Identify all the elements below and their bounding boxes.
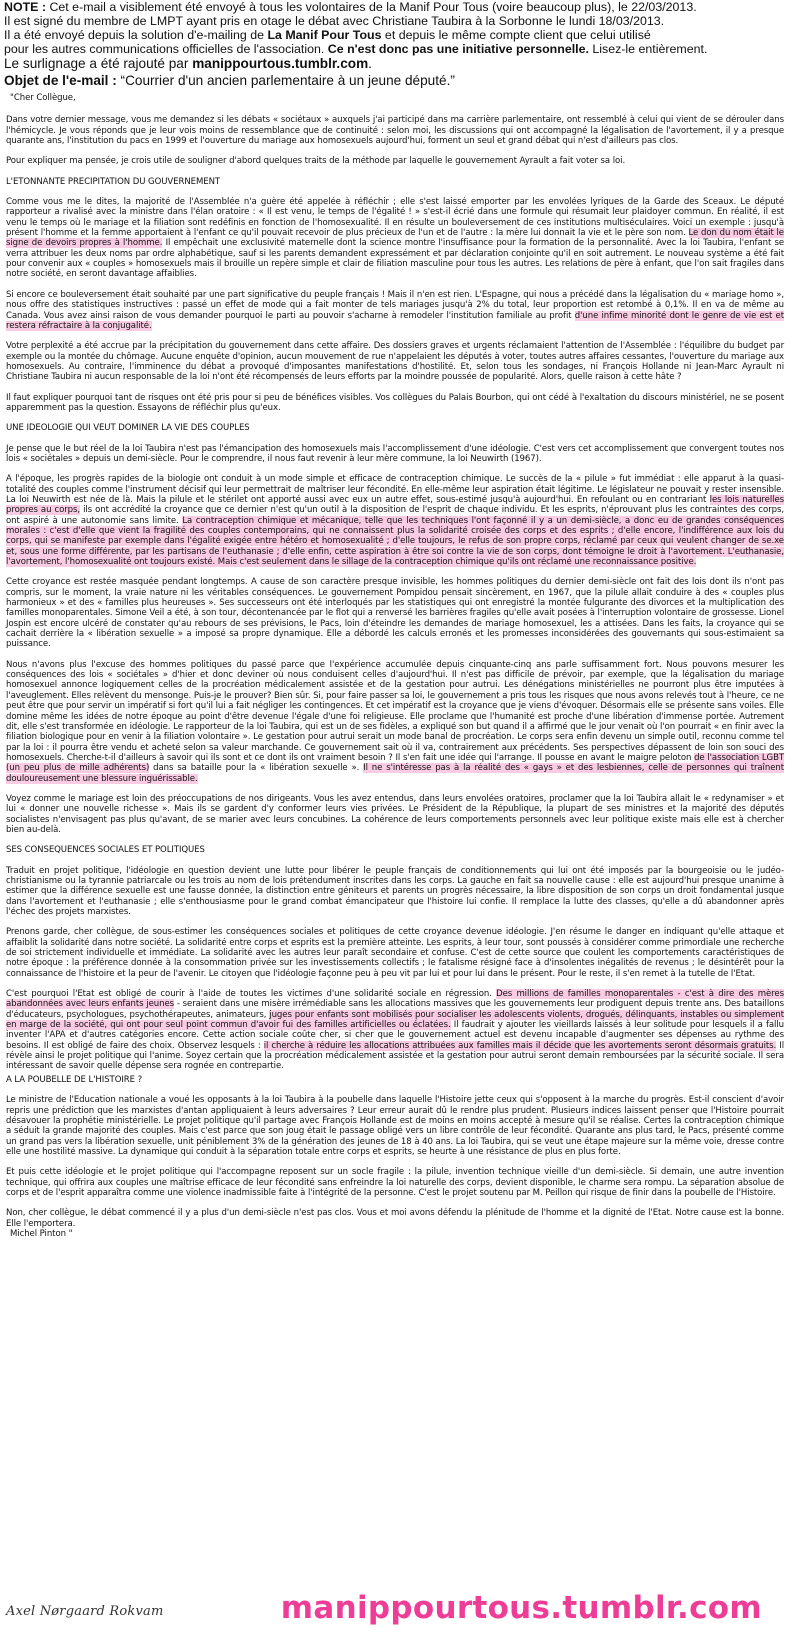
highlight: La contraception chimique et mécanique, telle que les techniques l'ont façonné il y a un demi-siècle, a donc eu de grandes conséquences morales : c'est d'elle que vient la fragilité des couples contemporains, qui ne connaissent plus la solidarité croisée des corps et des esprits ; d'elle encore, l'indifférence aux lois du corps, qui se manifeste par exemple dans l'égalité exigée entre hétéro et homosexualité ; d'elle toujours, le refus de son propre corps, réclamé par ceux qui veulent changer de se.xe et, sous une forme différente, par les partisans de l'euthanasie ; d'elle enfin, cette aspiration à être soi contre la vie de son corps, dont témoigne le droit à l'avortement. L'euthanasie, l'avortement, l'homosexualité ont toujours existé. Mais c'est seulement dans le sillage de la contraception chimique qu'ils ont réclamé une reconnaissance positive. bbox=[6, 515, 784, 568]
paragraph: Traduit en projet politique, l'idéologie en question devient une lutte pour libérer le peuple français de conditionnements qui lui ont été imposés par la bourgeoisie ou le judéo-christianisme ou la tyrannie patriarcale ou les trois au nom de lois prétendument inscrites dans les corps. La gauche en fait sa nouvelle cause : elle est aujourd'hui presque unanime à estimer que la différence sexuelle est une fausse donnée, la distinction entre géniteurs et parents un progrès nécessaire, la libre disposition de son corps un droit fondamental jusque dans l'avortement et l'euthanasie ; elle s'enthousiasme pour le grand combat émancipateur que l'histoire lui confie. Il remplace la lutte des classes, qu'elle a dû abandonner après l'échec des projets marxistes. bbox=[6, 865, 784, 917]
paragraph: Il faut expliquer pourquoi tant de risques ont été pris pour si peu de bénéfices visibles. Vos collègues du Palais Bourbon, qui ont cédé à l'exaltation du discours ministériel, ne se posent apparemment pas la question. Essayons de réfléchir plus qu'eux. bbox=[6, 392, 784, 413]
paragraph: C'est pourquoi l'Etat est obligé de courir à l'aide de toutes les victimes d'une solidarité sociale en régression. Des millions de familles monoparentales - c'est à dire des mères abandonnées avec leurs enfants jeunes - seraient dans une misère irrémédiable sans les allocations massives que les gouvernements leur prodiguent depuis trente ans. Des bataillons d'éducateurs, psychologues, psychothérapeutes, animateurs, juges pour enfants sont mobilisés pour socialiser les adolescents violents, drogués, délinquants, instables ou simplement en marge de la société, qui ont pour seul point commun d'avoir fui des familles artificielles ou éclatées. Il faudrait y ajouter les vieillards laissés à leur solitude pour lesquels il a fallu inventer l'APA et d'autres catégories encore. Cette action sociale coûte cher, si cher que le gouvernement actuel est devenu incapable d'augmenter ses dépenses au rythme des besoins. Il est obligé de faire des choix. Observez lesquels : il cherche à réduire les allocations attribuées aux familles mais il décide que les avortements seront désormais gratuits. Il révèle ainsi le projet politique qui l'anime. Soyez certain que la procréation médicalement assistée et la gestation pour autrui seront demain remboursées par la sécurité sociale. Il sera intéressant de savoir quelle dépense sera rognée en contrepartie. bbox=[6, 989, 784, 1072]
section-heading: UNE IDEOLOGIE QUI VEUT DOMINER LA VIE DES COUPLES bbox=[6, 423, 250, 434]
paragraph: Dans votre dernier message, vous me demandez si les débats « sociétaux » auxquels j'ai participé dans ma carrière parlementaire, ont ressemblé à celui qui vient de se dérouler dans l'hémicycle. Je vous réponds que je leur vois moins de ressemblance que de continuité : selon moi, les discussions qui ont accompagné la légalisation de l'avortement, il y a presque quarante ans, l'institution du pacs en 1999 et l'ouverture du mariage aux homosexuels aujourd'hui, forment un seul et grand débat qui n'est d'ailleurs pas clos. bbox=[6, 115, 784, 147]
highlight: Il ne s'intéresse pas à la réalité des « gays » et des lesbiennes, celle de personnes qui traînent douloureusement une blessure inguérissable. bbox=[6, 763, 784, 784]
brand-watermark: manippourtous.tumblr.com bbox=[280, 1590, 762, 1626]
note-line-4: pour les autres communications officielles de l'association. Ce n'est donc pas une initiative personnelle. Lisez-le entièrement. bbox=[4, 42, 708, 56]
editor-note bbox=[0, 0, 792, 89]
signature: Michel Pinton " bbox=[10, 1228, 73, 1239]
paragraph: Si encore ce bouleversement était souhaité par une part significative du peuple français ! Mais il n'en est rien. L'Espagne, qui nous a précédé dans la légalisation du « mariage homo », nous offre des statistiques instructives : passé un effet de mode qui a fait monter de tels mariages jusqu'à 2% du total, leur proportion est retombé à 0,1%. Il en va de même au Canada. Vous avez ainsi raison de vous demander pourquoi le parti au pouvoir s'acharne à remodeler l'institution familiale au profit d'une infime minorité dont le genre de vie est et restera réfractaire à la conjugalité. bbox=[6, 289, 784, 331]
section-heading: L'ETONNANTE PRECIPITATION DU GOUVERNEMENT bbox=[6, 176, 221, 187]
paragraph: Votre perplexité a été accrue par la précipitation du gouvernement dans cette affaire. Des dossiers graves et urgents réclamaient l'attention de l'Assemblée : l'équilibre du budget par exemple ou la montée du chômage. Aucune enquête d'opinion, aucun mouvement de rue n'appelaient les députés à voter, toutes autres affaires cessantes, l'ouverture du mariage aux homosexuels. Au contraire, l'imminence du débat a provoqué d'imposantes manifestations d'hostilité. Et, selon tous les sondages, ni François Hollande ni Jean-Marc Ayrault ni Christiane Taubira ni aucun responsable de la loi n'ont été récompensés de leurs efforts par la moindre poussée de popularité. Alors, quelle raison à cette hâte ? bbox=[6, 341, 784, 383]
note-line-3: Il a été envoyé depuis la solution d'e-mailing de La Manif Pour Tous et depuis le même compte client que celui utilisé bbox=[4, 28, 651, 42]
paragraph: A l'époque, les progrès rapides de la biologie ont conduit à un mode simple et efficace de contraception chimique. Le succès de la « pilule » fut immédiat : elle apparut à la quasi-totalité des couples comme l'instrument décisif qui leur permettrait de maîtriser leur fécondité. En elle-même leur aspiration était légitime. Le législateur ne pouvait y rester insensible. La loi Neuwirth est née de là. Mais la pilule et le stérilet ont apporté aussi avec eux un autre effet, sous-estimé jusqu'à aujourd'hui. En refoulant ou en contrariant les lois naturelles propres au corps, ils ont accrédité la croyance que ce dernier n'est qu'un outil à la disposition de l'esprit de chaque individu. Et les esprits, n'éprouvant plus les contraintes des corps, ont aspiré à une autonomie sans limite. La contraception chimique et mécanique, telle que les techniques l'ont façonné il y a un demi-siècle, a donc eu de grandes conséquences morales : c'est d'elle que vient la fragilité des couples contemporains, qui ne connaissent plus la solidarité croisée des corps et des esprits ; d'elle encore, l'indifférence aux lois du corps, qui se manifeste par exemple dans l'égalité exigée entre hétéro et homosexualité ; d'elle toujours, le refus de son propre corps, réclamé par ceux qui veulent changer de se.xe et, sous une forme différente, par les partisans de l'euthanasie ; d'elle enfin, cette aspiration à être soi contre la vie de son corps, dont témoigne le droit à l'avortement. L'euthanasie, l'avortement, l'homosexualité ont toujours existé. Mais c'est seulement dans le sillage de la contraception chimique qu'ils ont réclamé une reconnaissance positive. bbox=[6, 474, 784, 568]
credit-site: manippourtous.tumblr.com bbox=[192, 56, 369, 71]
subject-text: “Courrier d'un ancien parlementaire à un jeune député.” bbox=[116, 73, 455, 88]
subject-label: Objet de l'e-mail : bbox=[4, 73, 117, 88]
salutation: "Cher Collègue, bbox=[10, 93, 76, 103]
section-heading: SES CONSEQUENCES SOCIALES ET POLITIQUES bbox=[6, 845, 205, 856]
paragraph: Voyez comme le mariage est loin des préoccupations de nos dirigeants. Vous les avez entendus, dans leurs envolées oratoires, proclamer que la loi Taubira allait le « redynamiser » et lui « donner une nouvelle richesse ». Mais ils se gardent d'y conformer leurs vies privées. Le Président de la République, la plupart de ses ministres et la majorité des députés socialistes n'envisagent pas plus qu'avant, de se marier avec leurs concubines. La cohérence de leurs comportements personnels avec leur politique existe mais elle est à chercher bien au-delà. bbox=[6, 793, 784, 835]
paragraph: Le ministre de l'Education nationale a voué les opposants à la loi Taubira à la poubelle dans laquelle l'Histoire jette ceux qui s'opposent à la marche du progrès. Est-il conscient d'avoir repris une prédiction que les marxistes d'antan appliquaient à leurs adversaires ? Leur erreur aurait dû le rendre plus prudent. Plusieurs indices laissent penser que l'Histoire pourrait désavouer la prophétie ministérielle. Le projet politique qu'il partage avec François Hollande est de moins en moins accepté à mesure qu'il se réalise. Certes la contraception chimique a séduit la grande majorité des couples. Mais c'est parce que son joug était le passage obligé vers un libre contrôle de leur fécondité. Quarante ans plus tard, le Pacs, présenté comme un grand pas vers la libération sexuelle, unit péniblement 3% de la génération des jeunes de 18 à 40 ans. La loi Taubira, qui se veut une étape majeure sur la même voie, dresse contre elle une hostilité massive. La dynamique qui conduit à la séparation totale entre corps et esprits, se heurte à une résistance de plus en plus forte. bbox=[6, 1095, 784, 1157]
paragraph: Prenons garde, cher collègue, de sous-estimer les conséquences sociales et politiques de cette croyance devenue idéologie. J'en résume le danger en indiquant qu'elle attaque et affaiblit la solidarité dans notre société. La solidarité entre corps et esprits est la première atteinte. Les esprits, à leur tour, sont poussés à considérer comme primordiale une recherche de soi strictement individuelle et immédiate. La solidarité avec les autres leur paraît secondaire et confuse. C'est de cette source que coulent les comportements caractéristiques de notre époque : la préférence donnée à la consommation privée sur les investissements collectifs ; le fatalisme résigné face à d'insolentes inégalités de revenus ; le désintérêt pour la connaissance de l'histoire et la peur de l'avenir. Le citoyen que l'idéologie façonne peu à peu vit par lui et pour lui dans le présent. Pour le reste, il s'en remet à la tutelle de l'Etat. bbox=[6, 927, 784, 979]
highlight: Le don du nom était le signe de devoirs propres à l'homme. bbox=[6, 228, 784, 249]
highlight: de l'association LGBT (un peu plus de mille adhérents) bbox=[6, 752, 784, 774]
section-heading: A LA POUBELLE DE L'HISTOIRE ? bbox=[6, 1074, 143, 1085]
paragraph: Je pense que le but réel de la loi Taubira n'est pas l'émancipation des homosexuels mais l'accomplissement d'une idéologie. C'est vers cet accomplissement que convergent toutes nos lois « sociétales » depuis un demi-siècle. Pour le comprendre, il nous faut revenir à leur mère commune, la loi Neuwirth (1967). bbox=[6, 443, 784, 464]
highlight: Des millions de familles monoparentales - c'est à dire des mères abandonnées avec leurs enfants jeunes bbox=[6, 989, 784, 1010]
email-subject bbox=[4, 72, 786, 89]
note-label: NOTE : bbox=[4, 0, 46, 14]
paragraph: Nous n'avons plus l'excuse des hommes politiques du passé parce que l'expérience accumulée depuis cinquante-cinq ans parle suffisamment fort. Nous pouvons mesurer les conséquences des lois « sociétales » d'hier et donc deviner où nous conduisent celles d'aujourd'hui. Il n'est pas difficile de prévoir, par exemple, que la légalisation du mariage homosexuel annonce logiquement celles de la procréation médicalement assistée et de la gestation pour autrui. Les dénégations ministérielles ne pourront plus être imputées à l'aveuglement. Elles relèvent du mensonge. Puis-je le prouver? Bien sûr. Si, pour faire passer sa loi, le gouvernement a pris tous les risques que nous avons relevés tout à l'heure, ce ne peut être que pour servir un impératif si fort qu'il lui a fait négliger les contingences. Et cet impératif est la croyance que je viens d'évoquer. Désormais elle se présente sans voiles. Elle domine même les idées de notre époque au point d'être devenue l'égale d'une foi religieuse. Elle proclame que l'humanité est proche d'une libération d'immense portée. Autrement dit, elle s'est transformée en idéologie. Le rapporteur de la loi Taubira, qui est un de ses fidèles, a expliqué son but quand il a affirmé que le jour venait où l'on pourrait « en finir avec la filiation biologique pour en venir à la filiation volontaire ». Le gestation pour autrui serait un mode banal de procréation. Le corps sera enfin devenu un simple outil, reconnu comme tel par la loi : il pourra être vendu et acheté selon sa valeur marchande. Ce gouvernement sait où il va, contrairement aux précédents. Ses perspectives dépassent de loin son souci des homosexuels. Cherche-t-il d'ailleurs à savoir qui ils sont et ce dont ils ont vraiment besoin ? Il s'en fait une idée qui l'arrange. Il pousse en avant le maigre peloton de l'association LGBT (un peu plus de mille adhérents) dans sa bataille pour la « libération sexuelle ». Il ne s'intéresse pas à la réalité des « gays » et des lesbiennes, celle de personnes qui traînent douloureusement une blessure inguérissable. bbox=[6, 659, 784, 784]
highlight: les lois naturelles propres au corps, bbox=[6, 494, 784, 516]
note-line-2: Il est signé du membre de LMPT ayant pris en otage le débat avec Christiane Taubira à la Sorbonne le lundi 18/03/2013. bbox=[4, 14, 665, 28]
paragraph: Comme vous me le dites, la majorité de l'Assemblée n'a guère été appelée à réfléchir ; elle s'est laissé emporter par les envolées lyriques de la Garde des Sceaux. Le député rapporteur a rivalisé avec la ministre dans l'élan oratoire : « Il est venu, le temps de l'égalité ! » s'est-il écrié dans une formule qui résumait leur plaidoyer commun. En réalité, il est venu le temps où le mariage et la filiation sont redéfinis en fonction de l'homosexualité. Il en résulte un bouleversement de ces institutions multiséculaires. Voici un exemple : jusqu'à présent l'homme et la femme apportaient à l'enfant ce qu'il pouvait recevoir de plus précieux de l'un et de l'autre : la mère lui donnait la vie et le père son nom. Le don du nom était le signe de devoirs propres à l'homme. Il empêchait une exclusivité maternelle dont la science montre l'insuffisance pour la formation de la personnalité. Avec la loi Taubira, l'enfant se verra attribuer les deux noms par ordre alphabétique, sauf si les parents demandent expressément et par déclaration conjointe qu'il en soit autrement. Le nouveau système a été fait pour convenir aux « couples » homosexuels mais il brouille un repère simple et clair de filiation masculine pour tous les autres. Les relations de père à enfant, que l'on sait fragiles dans notre société, en seront davantage affaiblies. bbox=[6, 197, 784, 280]
paragraph: Pour expliquer ma pensée, je crois utile de souligner d'abord quelques traits de la méthode par laquelle le gouvernement Ayrault a fait voter sa loi. bbox=[6, 156, 626, 167]
paragraph: Non, cher collègue, le débat commencé il y a plus d'un demi-siècle n'est pas clos. Vous et moi avons défendu la plénitude de l'homme et la dignité de l'Etat. Notre cause est la bonne. Elle l'emportera. bbox=[6, 1208, 784, 1229]
letter-body bbox=[0, 93, 792, 1239]
highlight: d'une infime minorité dont le genre de vie est et restera réfractaire à la conjugalité. bbox=[6, 310, 784, 331]
note-line-1: NOTE : Cet e-mail a visiblement été envoyé à tous les volontaires de la Manif Pour Tous (voire beaucoup plus), le 22/03/2013. bbox=[4, 0, 697, 14]
paragraph: Cette croyance est restée masquée pendant longtemps. A cause de son caractère presque invisible, les hommes politiques du dernier demi-siècle ont fait des lois dont ils n'ont pas compris, sur le moment, la vraie nature ni les véritables conséquences. Le gouvernement Pompidou pensait sincèrement, en 1967, que la pilule allait conduire à des « couples plus harmonieux » et des « familles plus heureuses ». Ses successeurs ont été interloqués par les statistiques qui ont enregistré la montée fulgurante des divorces et la multiplication des familles monoparentales. Simone Veil a été, à son tour, décontenancée par le flot qui a renversé les barrières fragiles qu'elle avait posées à l'interruption volontaire de grossesse. Lionel Jospin est encore ulcéré de constater qu'au rebours de ses prévisions, le Pacs, loin d'éteindre les demandes de mariage homosexuel, les a attisées. Dans les faits, la croyance qui se cachait derrière la « libération sexuelle » a imposé sa propre dynamique. Elle a débordé les calculs erronés et les promesses inconsidérées des gouvernants qui sous-estimaient sa puissance. bbox=[6, 577, 784, 650]
highlight: juges pour enfants sont mobilisés pour socialiser les adolescents violents, drogués, délinquants, instables ou simplement en marge de la société, qui ont pour seul point commun d'avoir fui des familles artificielles ou éclatées. bbox=[6, 1009, 784, 1031]
paragraph: Et puis cette idéologie et le projet politique qui l'accompagne reposent sur un socle fragile : la pilule, invention technique vieille d'un demi-siècle. Si demain, une autre invention technique, qui offrira aux couples une maîtrise efficace de leur fécondité sans enfreindre la loi naturelle des corps, devient disponible, le charme sera rompu. La séparation absolue de corps et de l'esprit apparaîtra comme une violence inadmissible faite à l'intégrité de la personne. C'est le projet soutenu par M. Peillon qui risque de finir dans la poubelle de l'Histoire. bbox=[6, 1167, 784, 1198]
highlight: il cherche à réduire les allocations attribuées aux familles mais il décide que les avortements seront désormais gratuits. bbox=[263, 1040, 777, 1051]
author-watermark: Axel Nørgaard Rokvam bbox=[6, 1604, 164, 1619]
highlight-credit: Le surlignage a été rajouté par manippourtous.tumblr.com. bbox=[4, 56, 372, 71]
